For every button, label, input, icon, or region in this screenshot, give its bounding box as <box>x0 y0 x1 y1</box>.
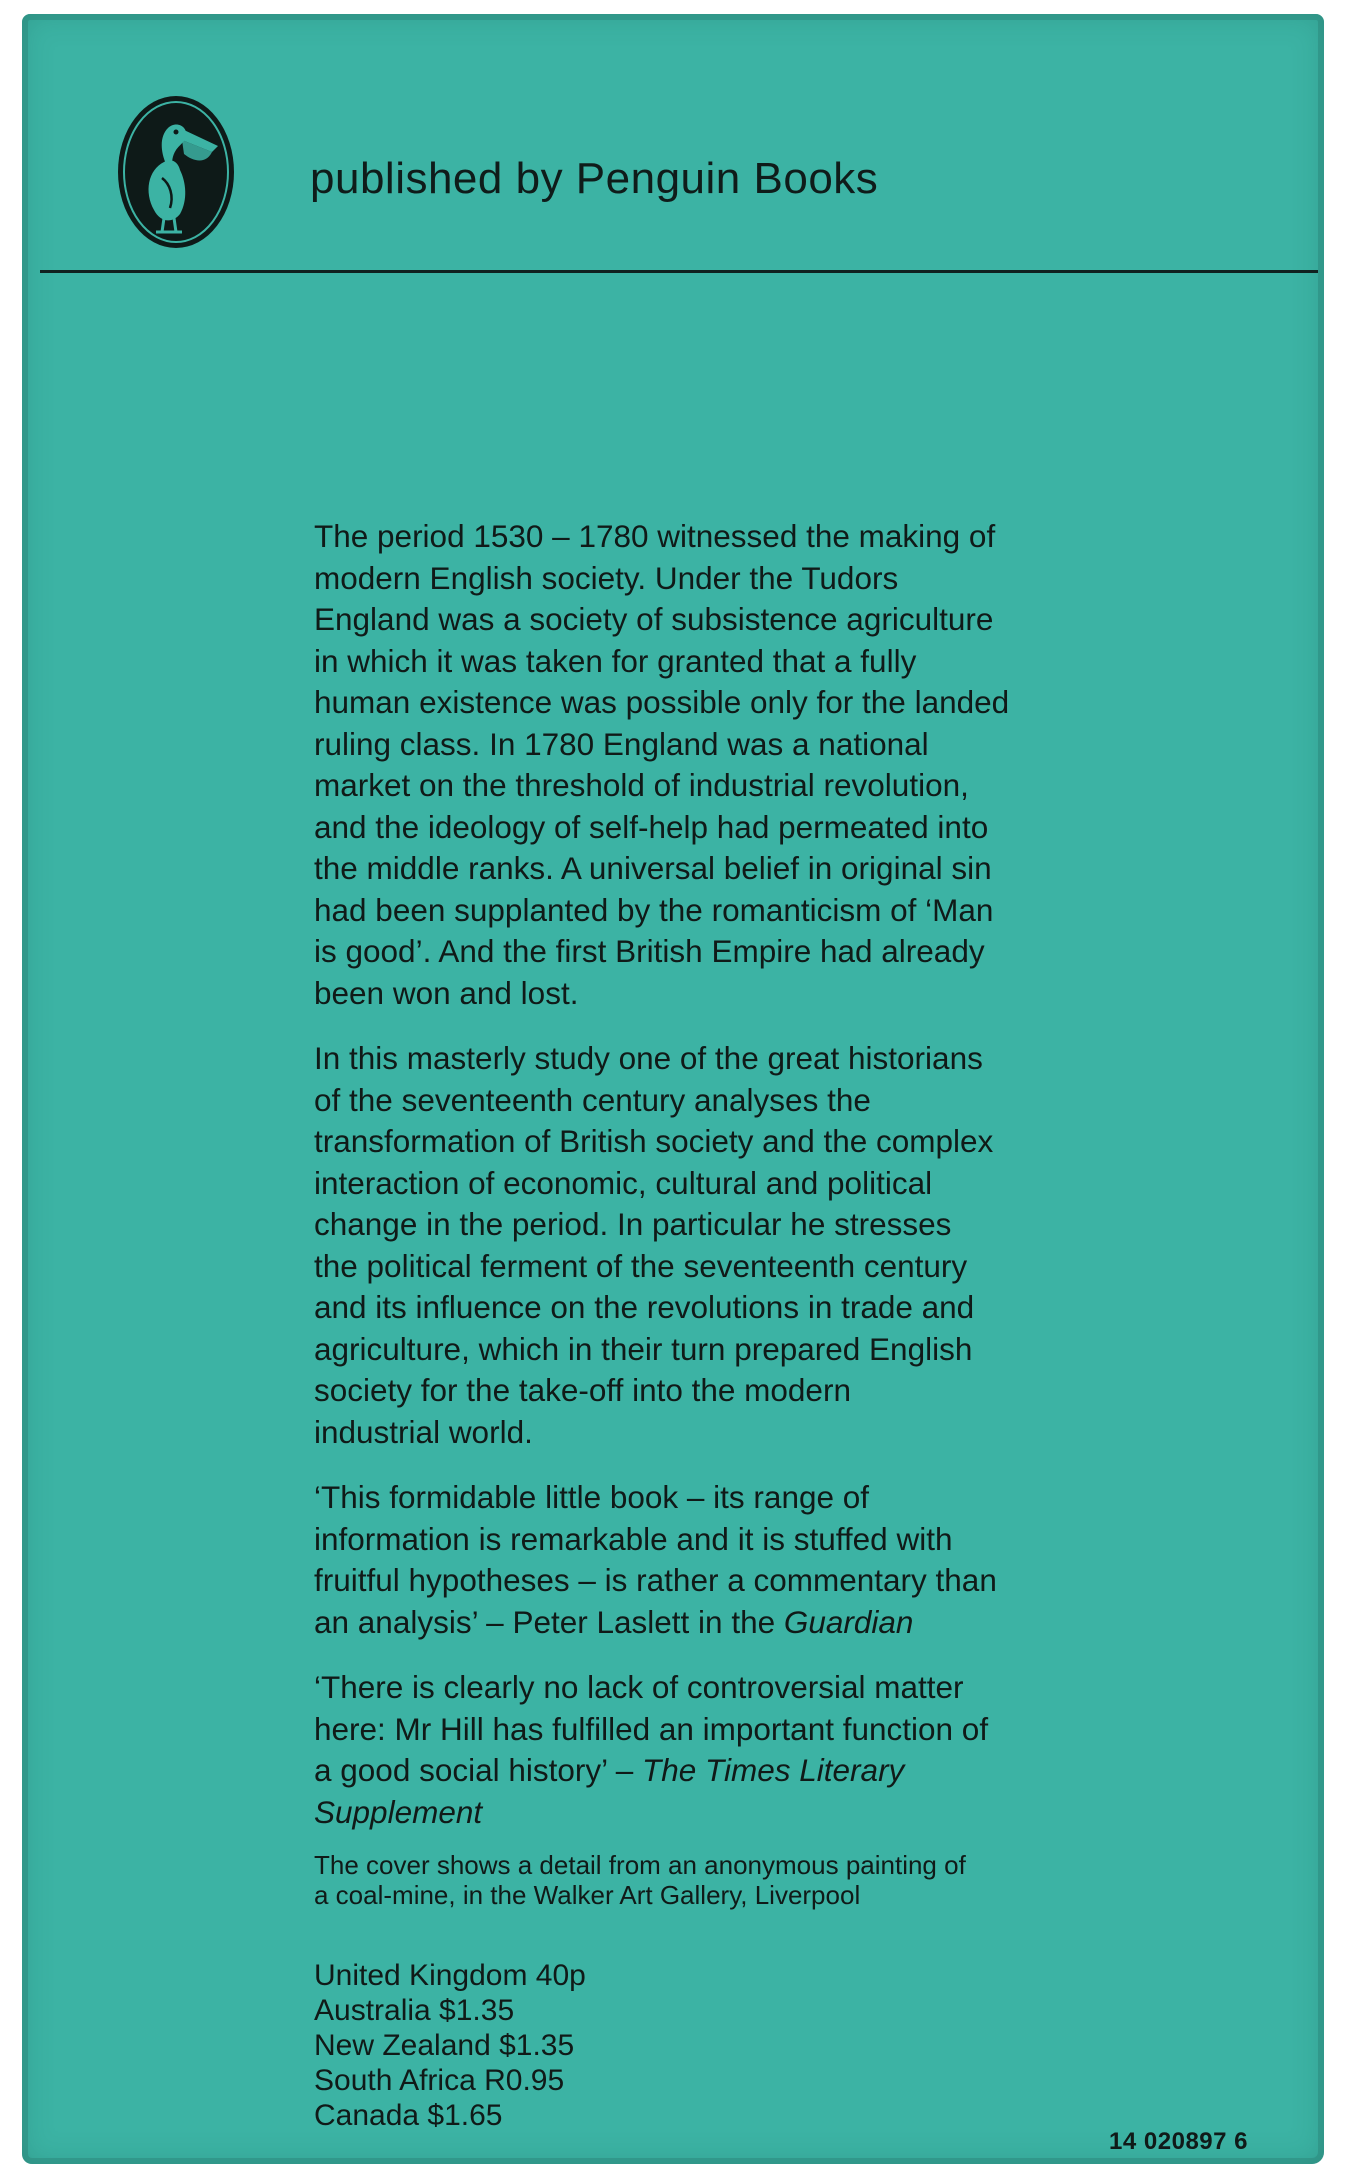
book-back-cover <box>22 14 1324 2164</box>
review-quote-1-text: ‘This formidable little book – its range of information is remarkable and it is stuffed with fruitful hypotheses – is rather a commentary than an analysis’ – Peter Laslett in the <box>314 1479 997 1640</box>
review-quote-2 <box>314 1667 1194 1833</box>
blurb <box>314 516 1194 1857</box>
price-canada: Canada $1.65 <box>314 2099 503 2132</box>
review-quote-1-source: Guardian <box>783 1603 914 1640</box>
price-new-zealand: New Zealand $1.35 <box>314 2029 575 2062</box>
price-australia: Australia $1.35 <box>314 1994 515 2027</box>
price-uk: United Kingdom 40p <box>314 1959 586 1992</box>
blurb-paragraph-2: In this masterly study one of the great historians of the seventeenth century analyses the transformation of British society and the complex interaction of economic, cultural and political change in the period. In particular he stresses the political ferment of the seventeenth century and its influence on the revolutions in trade and agriculture, which in their turn prepared English society for the take-off into the modern industrial world. <box>314 1040 994 1450</box>
pelican-icon <box>114 92 238 252</box>
review-quote-2-text: ‘There is clearly no lack of controversial matter here: Mr Hill has fulfilled an important function of a good social history’ – <box>314 1669 989 1788</box>
isbn-number: 14 020897 6 <box>1109 2128 1248 2155</box>
review-quote-2-source: The Times Literary Supplement <box>314 1752 905 1830</box>
price-south-africa: South Africa R0.95 <box>314 2064 565 2097</box>
blurb-paragraph-1: The period 1530 – 1780 witnessed the making of modern English society. Under the Tudors England was a society of subsistence agriculture in which it was taken for granted that a fully human existence was possible only for the landed ruling class. In 1780 England was a national market on the threshold of industrial revolution, and the ideology of self-help had permeated into the middle ranks. A universal belief in original sin had been supplanted by the romanticism of ‘Man is good’. And the first British Empire had already been won and lost. <box>314 518 1010 1011</box>
publisher-line: published by Penguin Books <box>310 154 879 203</box>
cover-credit: The cover shows a detail from an anonymous painting of a coal-mine, in the Walker Art Gallery, Liverpool <box>314 1850 966 1910</box>
price-list <box>314 1958 586 2133</box>
header-divider <box>40 270 1318 273</box>
review-quote-1 <box>314 1477 1194 1643</box>
